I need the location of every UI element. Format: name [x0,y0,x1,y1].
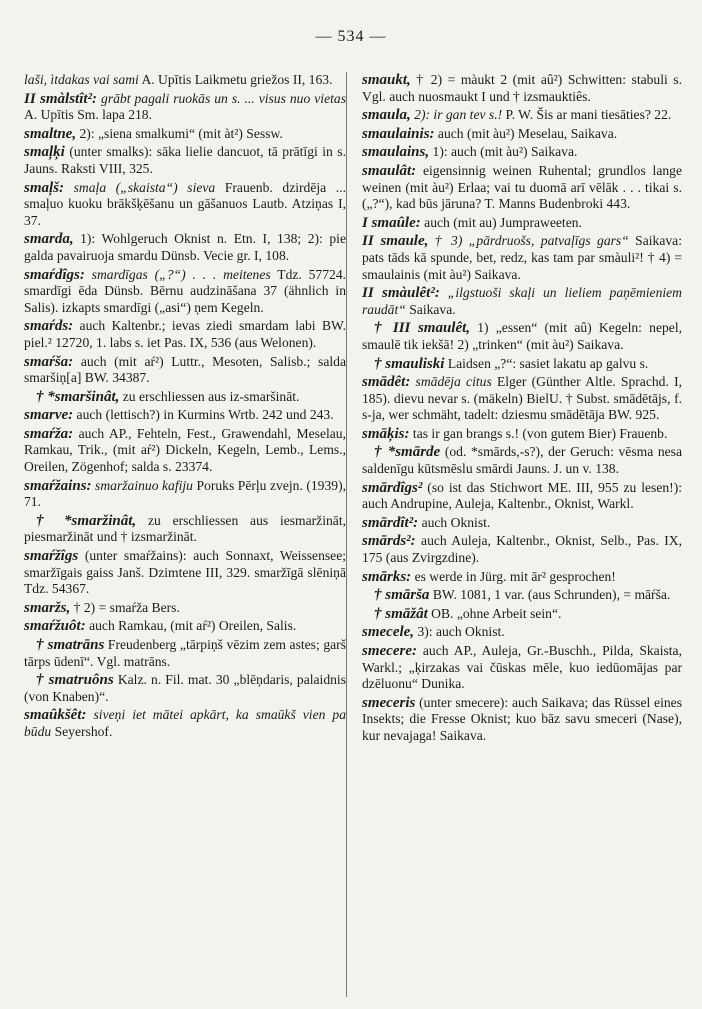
entry-text: BW. 1081, 1 var. (aus Schrunden), = māŕša. [429,587,671,603]
dictionary-entry [362,72,682,105]
entry-headword: smaukt, [362,72,411,88]
entry-headword: † smatruôns [36,672,114,689]
dictionary-entry [24,672,346,705]
dictionary-entry [362,320,682,353]
entry-text: Saikava: pats tāds kā spunde, bet, redz, kas tam par smàuli²! † 4) = smaulainis (mit àu²) Saikava. [362,233,682,282]
dictionary-entry [24,513,346,546]
dictionary-entry [362,144,682,161]
entry-headword: smaŕds: [24,318,74,335]
dictionary-entry [24,318,346,351]
entry-headword: smaltne, [24,125,77,142]
entry-headword: † smārša [374,587,430,604]
entry-text: OB. „ohne Arbeit sein“. [427,605,562,621]
entry-text: Poruks Pērļu zvejn. (1939), 71. [24,477,346,510]
entry-example: smaļa („skaista“) sieva [64,179,216,195]
entry-headword: smaŕžains: [24,477,92,494]
dictionary-entry [362,215,682,232]
dictionary-entry [24,389,346,406]
entry-text: auch (mit au) Jumpraweeten. [420,214,582,230]
dictionary-entry [362,163,682,213]
entry-headword: smaŕša: [24,353,74,370]
entry-example: smādēja citus [410,374,492,390]
dictionary-entry [362,515,682,532]
dictionary-entry [24,618,346,635]
entry-headword: smaulât: [362,162,417,179]
dictionary-entry [362,643,682,693]
entry-example: „ilgstuoši skaļi un lieliem paņēmieniem raudāt“ [362,285,682,317]
entry-headword: smaļķi [24,144,65,161]
entry-text: auch Oknist. [418,514,491,530]
entry-headword: smārds²: [362,533,416,550]
dictionary-entry [362,695,682,745]
entry-text: 3): auch Oknist. [414,624,505,640]
entry-text: † 2) = smaŕža Bers. [70,599,180,615]
entry-headword: † smatrāns [36,637,105,653]
entry-text: auch Auleja, Kaltenbr., Oknist, Selb., Pas. IX, 175 (aus Zvirgzdine). [362,533,682,566]
dictionary-entry [24,126,346,143]
dictionary-entry [24,637,346,670]
dictionary-entry [362,426,682,443]
entry-headword: I smaûle: [362,214,421,231]
entry-text: auch (mit àu²) Meselau, Saikava. [434,125,618,141]
entry-text: tas ir gan brangs s.! (von gutem Bier) Frauenb. [409,425,668,441]
entry-text: es werde in Jürg. mit ār² gesprochen! [411,568,616,584]
entry-headword: smaulains, [362,144,430,161]
entry-text: P. W. Šis ar mani tiesāties? 22. [502,107,672,123]
entry-text: Freudenberg „tārpiņš vēzim zem astes; garš tārps ūdenī“. Vgl. matrāns. [24,637,346,669]
entry-headword: † *smaršinât, [36,388,120,405]
entry-headword: † smauliski [374,355,445,372]
entry-text: A. Upītis Laikmetu griežos II, 163. [138,72,333,87]
entry-headword: smaļš: [24,179,65,196]
entry-headword: smaŕža: [24,425,74,442]
column-divider [346,72,347,997]
page-number: — 534 — [315,28,387,45]
entry-text: Tdz. 57724. smardīgi ēda Dünsb. Bērnu audzināšana 37 (ähnlich in Salis). izkapts smardīgi („asi“) ņem Kegeln. [24,266,347,315]
entry-text: Seyershof. [51,723,113,739]
entry-example: † 3) „pārdruošs, patvaļīgs gars“ [428,233,629,249]
entry-headword: smāķis: [362,425,410,442]
entry-headword: smeceris [362,694,416,711]
entry-example: smardīgas („?“) . . . meitenes [84,266,271,282]
entry-headword: smaŕžîgs [24,548,79,565]
entry-headword: smaulainis: [362,125,435,142]
entry-headword: smarda, [24,231,74,248]
entry-headword: † smāžât [374,605,428,622]
right-column [362,72,682,747]
dictionary-entry [24,707,346,740]
entry-headword: II smàlstît²: [24,90,98,107]
entry-text: auch (lettisch?) in Kurmins Wrtb. 242 und 243. [73,407,334,423]
entry-text: 2): „siena smalkumi“ (mit àt²) Sessw. [76,125,283,141]
entry-text: auch Kaltenbr.; ievas ziedi smardam labi BW. piel.² 12720, 1. labs s. iet Pas. IX, 536 (aus Welonen). [24,318,346,350]
entry-headword: smārks: [362,568,412,585]
entry-example: siveņi iet mātei apkārt, ka smaūkš vien pa būdu [24,707,346,739]
entry-example: grābt pagali ruokās un s. ... visus nuo vietas [97,90,346,106]
entry-text: Laidsen „?“: sasiet lakatu ap galvu s. [444,355,649,371]
dictionary-entry [362,285,682,318]
dictionary-entry [362,126,682,143]
entry-headword: smaržs, [24,599,71,616]
dictionary-entry [362,569,682,586]
entry-headword: smārdîgs² [362,479,423,496]
entry-text: auch AP., Auleja, Gr.-Buschh., Pilda, Skaista, Warkl.; „ķirzakas vai čūskas mēle, kuo iedūomājas par dzēluonu“ Dunika. [362,643,682,692]
entry-headword: † *smaržinât, [36,512,137,529]
entry-text: eigensinnig weinen Ruhental; grundlos lange weinen (mit àu²) Erlaa; vai tu duomā arī vēlāk . . . tikai s. („?“), kad būs jāruna? T. Manns Budenbroki 443. [362,162,682,212]
dictionary-entry [362,606,682,623]
entry-headword: smecere: [362,643,417,659]
entry-headword: smaula, [362,107,411,124]
entry-text: auch Ramkau, (mit aŕ²) Oreilen, Salis. [85,618,297,634]
entry-text: auch (mit aŕ²) Luttr., Mesoten, Salisb.; salda smaršiņ[a] BW. 34387. [24,353,346,386]
entry-headword: smādêt: [362,374,411,391]
dictionary-entry [362,107,682,124]
dictionary-entry [24,144,346,177]
entry-text: (unter smecere): auch Saikava; das Rüssel eines Insekts; die Fresse Oknist; kuo bāz savu smeceri (Nase), kur nevajaga! Saikava. [362,694,682,743]
entry-text: Frauenb. dzirdēja ... smaļuo kuoku brākšķēšanu un gāšanuos Lautb. Atziņas I, 37. [24,179,346,228]
entry-text: auch AP., Fehteln, Fest., Grawendahl, Meselau, Ramkau, Trik., (mit aŕ²) Dickeln, Kegeln, Lemb., Lems., Oreilen, Zögenhof; salda s. 23374. [24,425,346,475]
dictionary-entry [24,600,346,617]
entry-headword: smārdît²: [362,514,419,531]
dictionary-entry [24,426,346,476]
dictionary-entry [24,267,346,317]
dictionary-entry [362,356,682,373]
entry-text: (od. *smārds,-s?), der Geruch: vēsma nesa saldenīgu kūtsmēslu smārdi Jauns. J. un v. 138. [362,444,683,477]
entry-headword: smaŕdîgs: [24,266,85,283]
dictionary-entry [24,478,346,511]
entry-headword: † *smārde [374,444,441,461]
entry-headword: smarve: [24,407,74,424]
entry-text: Elger (Günther Altle. Sprachd. I, 185). dievu nevar s. (mäkeln) BielU. † Subst. smādētājs, f. s-ja, wer schmäht, tadelt: dziesmu smādētāja BW. 925. [362,374,682,423]
entry-text: Kalz. n. Fil. mat. 30 „blēņdaris, palaidnis (von Knaben)“. [24,672,346,704]
entry-text: Saikava. [405,301,456,317]
left-column [24,72,346,743]
entry-text: 1): auch (mit àu²) Saikava. [429,144,578,160]
entry-text: (unter smaŕžains): auch Sonnaxt, Weissensee; smaržīgais gaiss Janš. Dzimtene III, 329. smaržīgā slēniņā Tdz. 54367. [24,548,346,597]
entry-text: zu erschliessen aus iz-smaršināt. [119,388,300,404]
entry-text: (so ist das Stichwort ME. III, 955 zu lesen!): auch Andrupine, Auleja, Kaltenbr., Oknist, Warkl. [362,479,682,512]
dictionary-entry [24,354,346,387]
dictionary-entry [362,233,682,283]
dictionary-entry [362,624,682,641]
entry-example: smaržainuo kafiju [91,477,193,493]
entry-text: † 2) = màukt 2 (mit aû²) Schwitten: stabuli s. Vgl. auch nuosmaukt I und † izsmauktiês. [362,72,682,104]
dictionary-entry [362,533,682,566]
dictionary-entry [362,444,682,477]
entry-example: laši, ìtdakas vai sami [24,72,139,87]
dictionary-entry [24,231,346,264]
entry-text: (unter smalks): sāka lielie dancuot, tā prātīgi in s. Jauns. Raksti VIII, 325. [24,144,346,176]
entry-headword: II smàulêt²: [362,285,440,302]
entry-headword: II smaule, [362,233,429,250]
dictionary-entry [362,587,682,604]
entry-example: 2): ir gan tev s.! [410,107,503,123]
entry-headword: † III smaulêt, [374,320,471,337]
dictionary-entry [24,91,346,124]
entry-text: A. Upītis Sm. lapa 218. [24,107,153,123]
entry-headword: smaŕžuôt: [24,618,86,635]
entry-headword: smaûkšêt: [24,707,87,724]
entry-text: 1) „essen“ (mit aû) Kegeln: nepel, smaulē tik iekšā! 2) „trinken“ (mit àu²) Saikava. [362,320,682,352]
dictionary-entry [24,180,346,230]
dictionary-entry [362,480,682,513]
dictionary-entry [24,548,346,598]
dictionary-entry [362,374,682,424]
dictionary-entry [24,407,346,424]
dictionary-entry [24,72,346,89]
entry-text: zu erschliessen aus iesmaržināt, piesmaržināt und † izsmaržināt. [24,512,347,545]
entry-headword: smecele, [362,624,415,641]
entry-text: 1): Wohlgeruch Oknist n. Etn. I, 138; 2): pie galda pavairuoja smardu Dünsb. Vecie gr. I, 108. [24,231,346,263]
